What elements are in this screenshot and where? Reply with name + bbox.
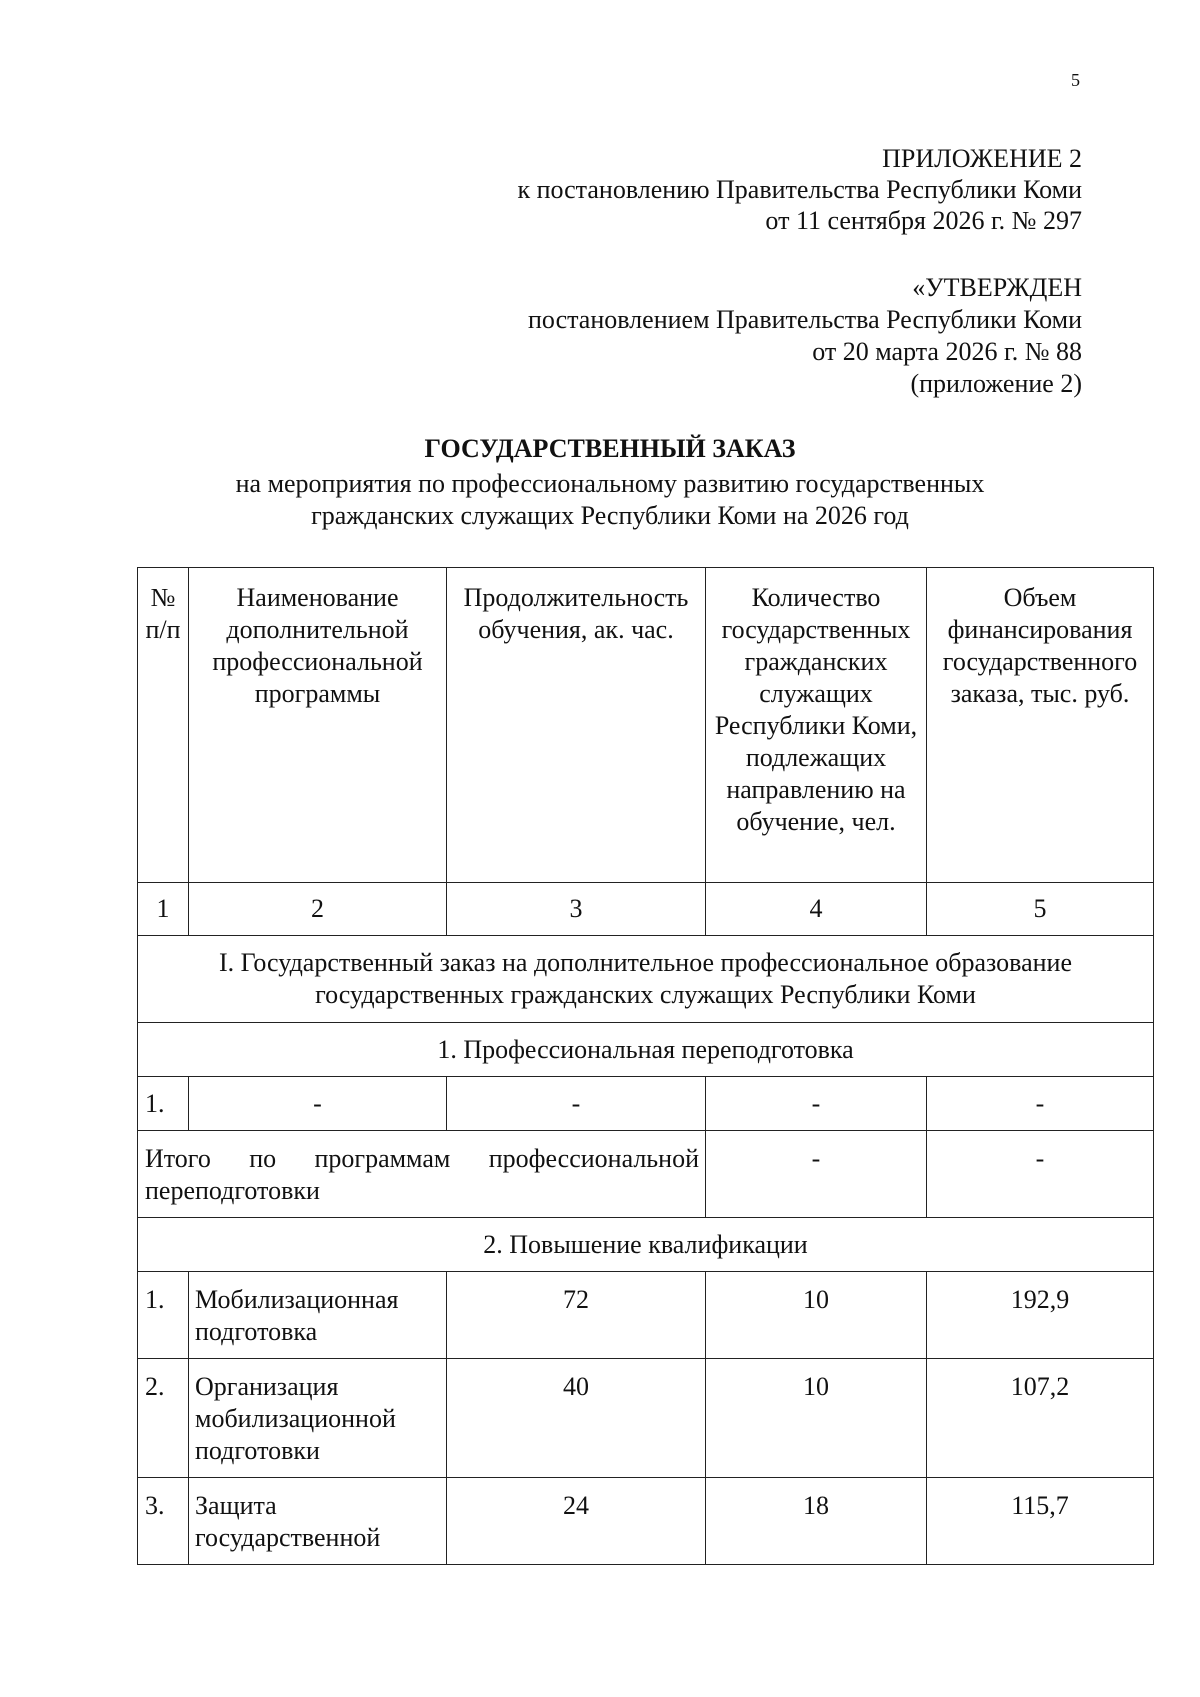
total-row [138,1131,1154,1218]
total-funding: - [927,1131,1154,1218]
employee-count-value: - [706,1077,927,1131]
column-numbers-row [138,883,1154,936]
total-label: Итого по программам профессиональной переподготовки [138,1131,706,1218]
approval-block [382,272,1082,400]
duration-value: 40 [447,1359,706,1478]
column-number: 1 [138,883,189,936]
document-title: ГОСУДАРСТВЕННЫЙ ЗАКАЗ [424,434,796,463]
subsection-title: 1. Профессиональная переподготовка [138,1023,1154,1077]
table-row [138,1359,1154,1478]
section-row [138,936,1154,1023]
appendix-block [382,143,1082,236]
row-number: 1. [138,1272,189,1359]
program-name: - [189,1077,447,1131]
funding-value: - [927,1077,1154,1131]
subtitle-line-1: на мероприятия по профессиональному развитию государственных [235,469,985,498]
page-number: 5 [1071,70,1080,90]
funding-value: 115,7 [927,1478,1154,1565]
section-title: I. Государственный заказ на дополнительное профессиональное образование государственных гражданских служащих Республики Коми [138,936,1154,1023]
duration-value: - [447,1077,706,1131]
table-row [138,1478,1154,1565]
approval-resolution: постановлением Правительства Республики Коми [528,305,1082,334]
appendix-title: ПРИЛОЖЕНИЕ 2 [882,144,1082,173]
appendix-resolution: к постановлению Правительства Республики Коми [517,175,1082,204]
subsection-row [138,1023,1154,1077]
table-row [138,1077,1154,1131]
approval-annex: (приложение 2) [910,369,1082,398]
funding-value: 107,2 [927,1359,1154,1478]
program-name: Защита государственной [189,1478,447,1565]
row-number: 3. [138,1478,189,1565]
subsection-row [138,1218,1154,1272]
subtitle-line-2: гражданских служащих Республики Коми на 2026 год [311,501,909,530]
funding-value: 192,9 [927,1272,1154,1359]
program-name: Организация мобилизационной подготовки [189,1359,447,1478]
approval-title: «УТВЕРЖДЕН [912,273,1082,302]
state-order-table [137,567,1154,1565]
program-name: Мобилизационная подготовка [189,1272,447,1359]
employee-count-value: 10 [706,1272,927,1359]
employee-count-value: 18 [706,1478,927,1565]
employee-count-value: 10 [706,1359,927,1478]
column-number: 5 [927,883,1154,936]
duration-value: 72 [447,1272,706,1359]
header-duration: Продолжительность обучения, ак. час. [447,568,706,883]
duration-value: 24 [447,1478,706,1565]
table-header-row [138,568,1154,883]
approval-date: от 20 марта 2026 г. № 88 [812,337,1082,366]
header-employee-count: Количество государственных гражданских служащих Республики Коми, подлежащих направлению на обучение, чел. [706,568,927,883]
total-employee-count: - [706,1131,927,1218]
header-funding: Объем финансирования государственного заказа, тыс. руб. [927,568,1154,883]
header-number: № п/п [138,568,189,883]
subsection-title: 2. Повышение квалификации [138,1218,1154,1272]
column-number: 4 [706,883,927,936]
document-subtitle [0,468,1200,532]
appendix-date: от 11 сентября 2026 г. № 297 [765,206,1082,235]
header-program-name: Наименование дополнительной профессиональной программы [189,568,447,883]
column-number: 3 [447,883,706,936]
table-row [138,1272,1154,1359]
column-number: 2 [189,883,447,936]
row-number: 1. [138,1077,189,1131]
row-number: 2. [138,1359,189,1478]
